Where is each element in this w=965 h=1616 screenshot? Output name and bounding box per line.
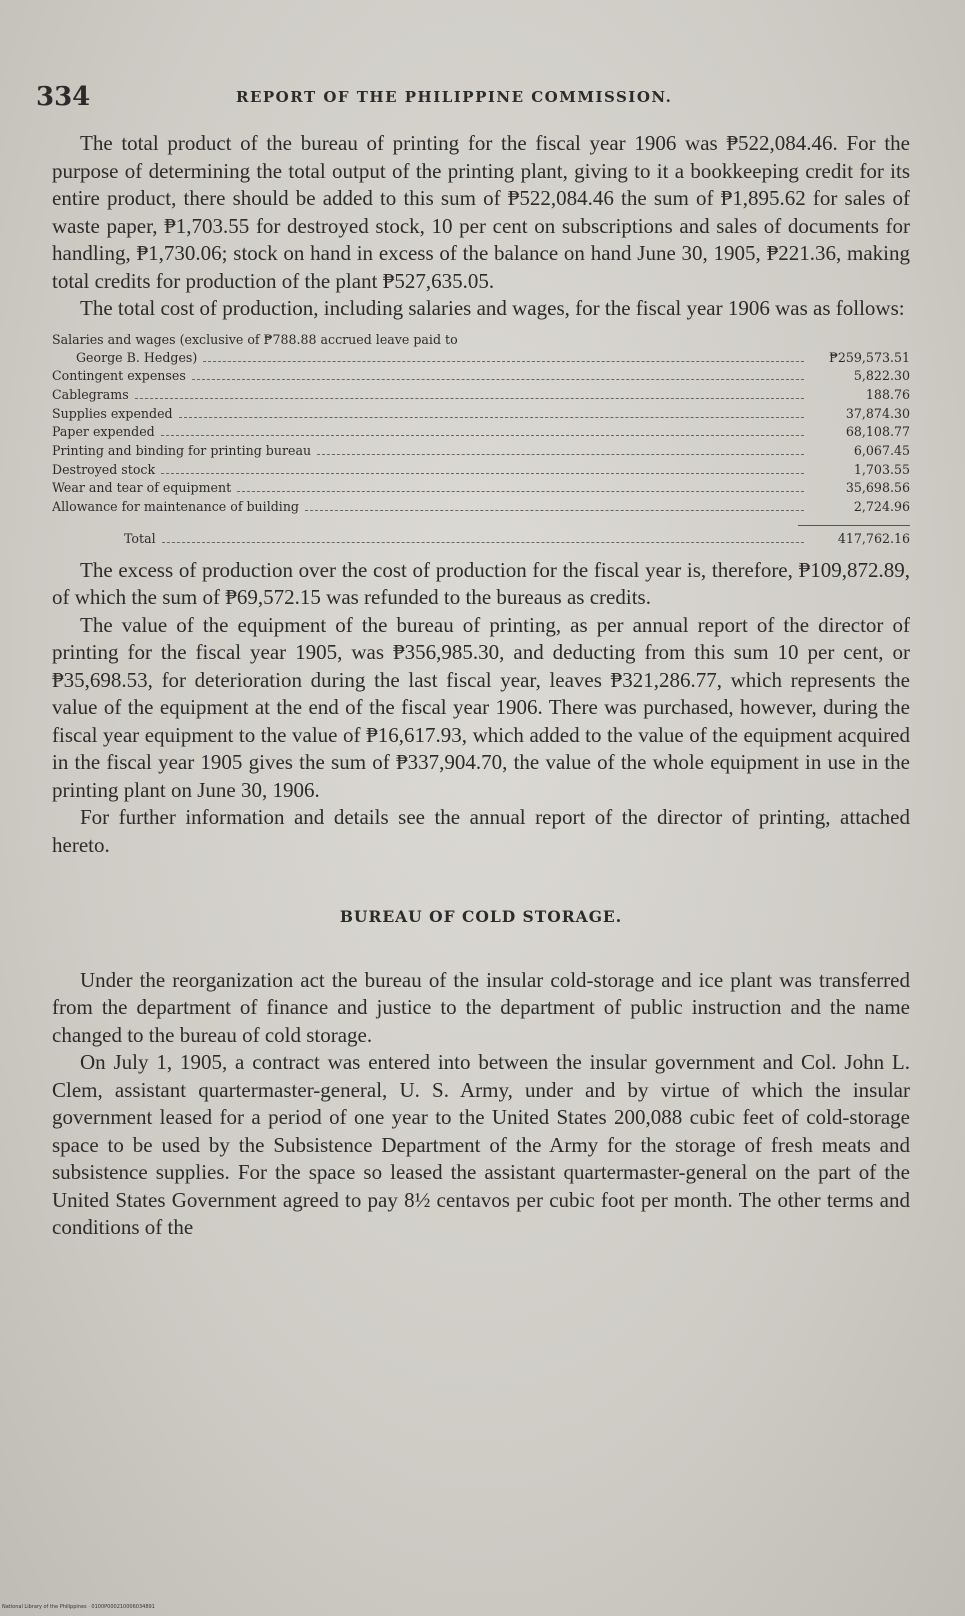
table-row-total: [52, 530, 910, 549]
table-row-label: Wear and tear of equipment: [52, 480, 232, 496]
cost-table: [52, 331, 910, 549]
paragraph-contract: On July 1, 1905, a contract was entered into between the insular government and Col. John L. Clem, assistant quartermaster-general, U. S. Army, under and by virtue of which the insular government leased for a period of one year to the United States 200,088 cubic feet of cold-storage space to be used by the Subsistence Department of the Army for the storage of fresh meats and subsistence supplies. For the space so leased the assistant quartermaster-general on the part of the United States Government agreed to pay 8½ centavos per cubic foot per month. The other terms and conditions of the: [52, 1050, 910, 1240]
table-row-label: Destroyed stock: [52, 461, 156, 477]
paragraph-equipment-value: The value of the equipment of the bureau of printing, as per annual report of the director of printing for the fiscal year 1905, was ₱356,985.30, and deducting from this sum 10 per cent, or ₱35,698.53, for deterioration during the last fiscal year, leaves ₱321,286.77, which represents the value of the equipment at the end of the fiscal year 1906. There was purchased, however, during the fiscal year equipment to the value of ₱16,617.93, which added to the value of the equipment acquired in the fiscal year 1905 gives the sum of ₱337,904.70, the value of the whole equipment in use in the printing plant on June 30, 1906.: [52, 612, 910, 802]
paragraph-excess-production: The excess of production over the cost of production for the fiscal year is, therefore, ₱109,872.89, of which the sum of ₱69,572.15 was refunded to the bureaus as credits.: [52, 557, 910, 610]
leader-dots: [161, 465, 804, 474]
table-row-label: Printing and binding for printing bureau: [52, 443, 312, 459]
page-body: [52, 130, 910, 1242]
table-row: [52, 442, 910, 461]
table-row: [52, 405, 910, 424]
paragraph-printing-product: The total product of the bureau of printing for the fiscal year 1906 was ₱522,084.46. For the purpose of determining the total output of the printing plant, giving to it a bookkeeping credit for its entire product, there should be added to this sum of ₱522,084.46 the sum of ₱1,895.62 for sales of waste paper, ₱1,703.55 for destroyed stock, 10 per cent on subscriptions and sales of documents for handling, ₱1,730.06; stock on hand in excess of the balance on hand June 30, 1905, ₱221.36, making total credits for production of the plant ₱527,635.05.: [52, 131, 910, 293]
total-label: Total: [124, 530, 156, 546]
paragraph-further-information: For further information and details see the annual report of the director of printing, attached hereto.: [52, 805, 910, 857]
table-row-amount: 37,874.30: [845, 405, 910, 421]
table-row-amount: 68,108.77: [845, 424, 910, 440]
table-row: [52, 367, 910, 386]
table-row-amount: 1,703.55: [853, 461, 910, 477]
total-rule: [798, 525, 910, 526]
paragraph-reorganization: Under the reorganization act the bureau of the insular cold-storage and ice plant was transferred from the department of finance and justice to the department of public instruction and the name changed to the bureau of cold storage.: [52, 967, 910, 1047]
leader-dots: [203, 353, 804, 362]
running-head: REPORT OF THE PHILIPPINE COMMISSION.: [236, 88, 673, 106]
table-row-amount: 5,822.30: [853, 368, 910, 384]
table-row: [52, 461, 910, 480]
table-row-label: Allowance for maintenance of building: [52, 499, 299, 515]
table-row-salaries-first-line: [52, 331, 910, 349]
table-row-amount: 35,698.56: [845, 480, 910, 496]
table-row-amount: 2,724.96: [853, 499, 910, 515]
leader-dots: [192, 371, 804, 380]
table-row-label: Supplies expended: [52, 405, 173, 421]
table-row-amount: ₱259,573.51: [829, 349, 910, 365]
table-row: [52, 423, 910, 442]
table-row: [52, 479, 910, 498]
leader-dots: [135, 390, 804, 399]
table-row-label: Contingent expenses: [52, 368, 186, 384]
table-row-label: Paper expended: [52, 424, 155, 440]
table-row-amount: 6,067.45: [853, 443, 910, 459]
table-row: [52, 498, 910, 517]
table-row-amount: 188.76: [865, 386, 910, 402]
total-amount: 417,762.16: [837, 530, 910, 546]
table-row: [52, 386, 910, 405]
scan-footer: National Library of the Philippines · 0100P000210006034891: [2, 1604, 155, 1610]
leader-dots: [305, 502, 804, 511]
page-header: [36, 82, 906, 114]
section-title: BUREAU OF COLD STORAGE.: [339, 907, 623, 927]
leader-dots: [237, 483, 804, 492]
page-number: 334: [36, 82, 91, 112]
leader-dots: [179, 409, 804, 418]
table-row-label: George B. Hedges): [76, 349, 198, 365]
leader-dots: [162, 534, 804, 543]
table-row-label: Cablegrams: [52, 386, 129, 402]
leader-dots: [317, 446, 804, 455]
paragraph-cost-intro: The total cost of production, including salaries and wages, for the fiscal year 1906 was as follows:: [80, 296, 905, 320]
leader-dots: [161, 427, 804, 436]
table-row-label: Salaries and wages (exclusive of ₱788.88 accrued leave paid to: [52, 331, 458, 347]
table-row: [52, 349, 910, 368]
